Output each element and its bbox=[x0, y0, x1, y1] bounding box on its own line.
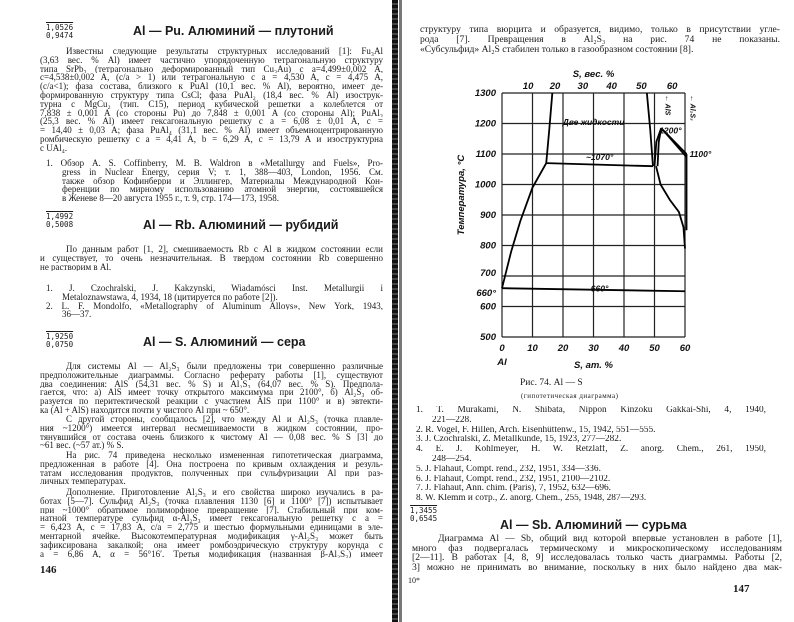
text-line: Диаграмма Al — Sb, общий вид которой впервые установлен в работе [1], bbox=[438, 534, 782, 544]
text-line: натной температуре сульфид α-Al₂S₃ имеет гексагональную решетку с a = bbox=[40, 514, 383, 524]
text-line: c=4,538±0,002 A, (c/a > 1) или тетрагональную с a = 4,530 A, c = 4,475 A, bbox=[40, 73, 383, 83]
x2-tick-label: 40 bbox=[606, 81, 617, 92]
paragraph-al-pu bbox=[40, 47, 383, 153]
curve-miscibility-left bbox=[546, 93, 552, 163]
section-title-al-sb: Al — Sb. Алюминий — сурьма bbox=[500, 518, 687, 532]
text-line: ботах [5—7]. Сульфид Al₂S₃ (точка плавления 1130 [6] и 1100° [7]) испытывает bbox=[40, 496, 383, 506]
x2-axis-label: S, вес. % bbox=[572, 69, 615, 80]
text-line: (3,63 вес. % Al) имеет частично упорядоченную тетрагональную структуру bbox=[40, 55, 383, 65]
text-line: 2. R. Vogel, F. Hillen, Arch. Eisenhüttenw., 15, 1942, 551—555. bbox=[416, 425, 656, 435]
x-tick-label: 30 bbox=[588, 343, 599, 354]
text-line: ментарной ячейке. Высокотемпературная модификация γ-Al₂S₃ может быть bbox=[40, 531, 383, 541]
text-line: 2. L. F. Mondolfo, «Metallography of Aluminum Alloys», New York, 1943, bbox=[46, 301, 383, 311]
text-line: в Женеве 8—20 августа 1955 г., т. 9, стр. 174—173, 1958. bbox=[62, 194, 280, 203]
text-line: 7,838 ± 0,001 A (со стороны Pu) до 7,848 ± 0,001 A (со стороны Al); PuAl₃ bbox=[40, 108, 383, 118]
text-line: гается, что: а) AlS имеет точку открытого максимума при 2100°, б) Al₂S₃ об- bbox=[40, 388, 383, 398]
text-line: структуру типа вюрцита и образуется, видимо, только в присутствии угле- bbox=[420, 25, 780, 35]
curve-monotectic bbox=[546, 163, 653, 166]
text-line: турна с MgCu₂ (тип. C15), период кубической решетки a колеблется от bbox=[40, 99, 383, 109]
text-line: разуется по перитектической реакции с участием AlS при 1100° и в) эвтекти- bbox=[40, 397, 383, 406]
x2-tick-label: 60 bbox=[666, 81, 678, 92]
page-number-left: 146 bbox=[40, 564, 57, 576]
text-line: Дополнение. Приготовление Al₂S₃ и его свойства широко изучались в ра- bbox=[66, 488, 383, 497]
code-line: 1,9250 bbox=[46, 332, 74, 341]
text-line: a = 6,86 A, α = 56°16′. Третья модификация (названная β-Al₂S₃) имеет bbox=[40, 549, 383, 559]
text-line: при ~1000° обратимое полиморфное превращение [7]. Стабильный при ком- bbox=[40, 505, 383, 515]
text-line: и существует, то очень незначительная. В твердом состоянии Rb совершенно bbox=[40, 253, 383, 263]
text-line: ка (Al + AlS) находится почти у чистого Al при ~ 650°. bbox=[40, 405, 250, 415]
x-tick-label: 10 bbox=[527, 343, 538, 354]
text-line: ромбическую решетку с a = 4,41 A, b = 6,29 A, c = 13,79 A и изоструктурна bbox=[40, 134, 383, 144]
y-tick-label: 800 bbox=[480, 240, 496, 252]
text-line: также обзор Кофинберри и Эллингер, Материалы Международной Кон- bbox=[62, 176, 383, 186]
text-line: не растворим в Al. bbox=[40, 262, 112, 272]
y-tick-label: 1100 bbox=[475, 149, 496, 160]
log-code-sb bbox=[410, 507, 437, 523]
text-line: По данным работ [1, 2], смешиваемость Rb с Al в жидком состоянии если bbox=[66, 245, 383, 254]
signature-mark: 10* bbox=[408, 576, 420, 585]
text-line: типа SrPb₃ (тетрагонально деформированный тип Cu₃Au) с a=4,499±0,002 A, bbox=[40, 64, 383, 74]
paragraph-al-rb bbox=[40, 245, 383, 271]
annotation-label: ~1070° bbox=[585, 152, 614, 163]
x-origin-label: Al bbox=[497, 357, 507, 368]
text-line: 221—228. bbox=[432, 415, 472, 425]
y-tick-label: 700 bbox=[480, 268, 496, 279]
x2-tick-label: 30 bbox=[577, 81, 589, 92]
x2-tick-label: 50 bbox=[636, 81, 647, 92]
section-title-al-s: Al — S. Алюминий — сера bbox=[143, 335, 306, 349]
text-line: «Субсульфид» Al₂S стабилен только в газообразном состоянии [8]. bbox=[420, 45, 694, 56]
code-line: 1,4992 bbox=[46, 212, 74, 221]
x2-tick-label: 20 bbox=[549, 81, 561, 92]
text-line: 1. Обзор A. S. Coffinberry, M. B. Waldron в «Metallurgy and Fuels», Pro- bbox=[46, 159, 383, 168]
text-line: 248—254. bbox=[432, 454, 472, 464]
code-line: 1,3455 bbox=[410, 506, 438, 515]
y-tick-label-660: 660° bbox=[476, 288, 496, 300]
text-line: (25,3 вес. % Al) имеет гексагональную решетку с a = 6,08 ± 0,01 A, c = bbox=[40, 117, 383, 127]
y-axis-label: Температура, °C bbox=[456, 154, 467, 236]
text-line: предложенная в работе [4]. Она построена по кривым охлаждения и резуль- bbox=[40, 459, 383, 469]
text-line: На рис. 74 приведена несколько измененная гипотетическая диаграмма, bbox=[66, 451, 383, 460]
figure-subcaption: (гипотетическая диаграмма) bbox=[521, 392, 619, 400]
text-line: 6. J. Flahaut, Compt. rend., 232, 1951, 2100—2102. bbox=[416, 474, 611, 484]
book-spine-shadow bbox=[399, 0, 402, 622]
text-line: ференции по мирному использованию атомной энергии, состоявшейся bbox=[62, 185, 383, 195]
annotation-label: Две жидкости bbox=[562, 117, 625, 128]
y-tick-label: 1200 bbox=[474, 118, 496, 130]
text-line: формированную структуру типа CsCl; фаза PuAl₂ (18,4 вес. % Al) изострук- bbox=[40, 90, 383, 100]
text-line: тянувшийся от состава очень близкого к чистому Al — 0,08 вес. % S [3] до bbox=[40, 432, 383, 442]
annotation-al2s3: ← Al₂S₃ bbox=[688, 95, 696, 121]
annotation-label: 1100° bbox=[689, 149, 712, 160]
text-line: предположительные диаграммы. Согласно реферату работы [1], существуют bbox=[40, 370, 383, 380]
log-code-s bbox=[46, 333, 73, 349]
paragraph-al-s-3 bbox=[40, 451, 383, 486]
text-line: с UAl₄. bbox=[40, 143, 68, 153]
phase-diagram-al-s bbox=[440, 60, 740, 370]
figure-caption: Рис. 74. Al — S bbox=[520, 378, 583, 388]
text-line: 1. J. Czochralski, J. Kakzynski, Wiadamósci Inst. Metallurgii i bbox=[46, 284, 383, 293]
references-al-rb bbox=[46, 284, 383, 319]
curve-miscibility-right bbox=[647, 93, 653, 166]
text-line: 8. W. Klemm и сотр., Z. anorg. Chem., 255, 1948, 287—293. bbox=[416, 494, 647, 504]
text-line: Для системы Al — Al₂S₃ были предложены три совершенно различные bbox=[66, 362, 383, 371]
section-title-al-pu: Al — Pu. Алюминий — плутоний bbox=[133, 24, 334, 38]
log-code-pu bbox=[46, 24, 73, 40]
text-line: 36—37. bbox=[62, 310, 92, 320]
curve-liquidus-al bbox=[502, 163, 546, 288]
text-line: ~61 вес. (~57 ат.) % S. bbox=[40, 441, 124, 451]
text-line: 7. J. Flahaut, Ann. chim. (Paris), 7, 1952, 632—696. bbox=[416, 484, 611, 494]
text-line: рода [7]. Превращения в Al₂S₃ на рис. 74 не показаны. bbox=[420, 35, 780, 46]
text-line: С другой стороны, сообщалось [2], что между Al и Al₂S₃ (точка плавле- bbox=[66, 415, 383, 424]
code-line: 0,9474 bbox=[46, 31, 74, 40]
text-line: зафиксирована закалкой; она имеет ромбоэдрическую структуру корунда с bbox=[40, 540, 383, 550]
x-tick-label: 0 bbox=[499, 343, 505, 354]
section-title-al-rb: Al — Rb. Алюминий — рубидий bbox=[143, 218, 339, 232]
x-tick-label: 60 bbox=[679, 343, 691, 354]
y-tick-label: 600 bbox=[480, 301, 496, 313]
text-line: личных температурах. bbox=[40, 477, 126, 487]
book-spine bbox=[392, 0, 398, 622]
text-line: 3. J. Czochralski, Z. Metallkunde, 15, 1923, 277—282. bbox=[416, 435, 622, 445]
code-line: 0,0750 bbox=[46, 340, 74, 349]
y-tick-label: 1300 bbox=[474, 88, 496, 99]
paragraph-al-s-4 bbox=[40, 488, 383, 558]
text-line: много фаз подвергалась термическому и микроскопическому исследованиям bbox=[412, 543, 782, 554]
x-tick-label: 50 bbox=[649, 343, 660, 354]
paragraph-al-s-1 bbox=[40, 362, 383, 415]
text-line: 5. J. Flahaut, Compt. rend., 232, 1951, 334—336. bbox=[416, 464, 601, 474]
text-line: [2—11]. В работах [4, 8, 9] исследовалась только часть диаграммы. Работы [2, bbox=[412, 553, 782, 564]
text-line: = 6,423 A, c = 17,83 A, c/a = 2,775 и шестью формульными единицами в эле- bbox=[40, 523, 383, 532]
text-line: 3] можно не принимать во внимание, поскольку в них было найдено два мак- bbox=[412, 563, 782, 573]
paragraph-al-sb bbox=[412, 534, 782, 573]
text-line: Metaloznawstawa, 4, 1934, 18 (цитируется по работе [2]). bbox=[62, 292, 278, 302]
text-line: ния ~1200°) имеется интервал несмешиваемости в жидком состоянии, про- bbox=[40, 423, 383, 433]
text-line: Известны следующие результаты структурных исследований [1]: Fu₃Al bbox=[66, 47, 383, 56]
x-tick-label: 40 bbox=[618, 343, 630, 354]
code-line: 1,0526 bbox=[46, 23, 74, 32]
page-number-right: 147 bbox=[733, 583, 750, 595]
annotation-als: ← AlS bbox=[663, 95, 671, 116]
text-line: два соединения: AlS (54,31 вес. % S) и Al₂S₃ (64,07 вес. % S). Предпола- bbox=[40, 379, 383, 389]
paragraph-al-s-2 bbox=[40, 415, 383, 450]
y-tick-label: 900 bbox=[480, 210, 496, 221]
references-al-s bbox=[416, 406, 766, 504]
text-line: татам исследования продуктов, полученных при сульфуризации Al при раз- bbox=[40, 468, 383, 478]
code-line: 0,6545 bbox=[410, 514, 438, 523]
text-line: gress in Nuclear Energy, серия V; т. 1, 388—403, London, 1956. См. bbox=[62, 167, 383, 177]
text-line: 1. T. Murakami, N. Shibata, Nippon Kinzoku Gakkai-Shi, 4, 1940, bbox=[416, 406, 766, 415]
text-line: 4. E. J. Kohlmeyer, H. W. Retzlaff, Z. anorg. Chem., 261, 1950, bbox=[416, 445, 766, 455]
references-al-pu bbox=[46, 159, 383, 203]
paragraph-continuation bbox=[420, 25, 780, 56]
annotation-label: 660° bbox=[590, 283, 609, 294]
y-tick-label: 1000 bbox=[474, 179, 496, 191]
x-axis-label: S, ат. % bbox=[574, 360, 613, 370]
log-code-rb bbox=[46, 213, 73, 229]
text-line: (c/a<1); фаза состава, близкого к PuAl (10,1 вес. % Al), вероятно, имеет де- bbox=[40, 82, 383, 91]
curve-solubility bbox=[656, 166, 685, 248]
annotation-label: 1200° bbox=[659, 125, 682, 136]
x2-tick-label: 10 bbox=[522, 81, 534, 92]
text-line: = 14,40 ± 0,03 A; фаза PuAl₄ (31,1 вес. % Al) имеет объемноцентрированную bbox=[40, 126, 383, 135]
y-tick-label: 500 bbox=[480, 332, 496, 343]
x-tick-label: 20 bbox=[557, 343, 569, 354]
code-line: 0,5008 bbox=[46, 220, 74, 229]
